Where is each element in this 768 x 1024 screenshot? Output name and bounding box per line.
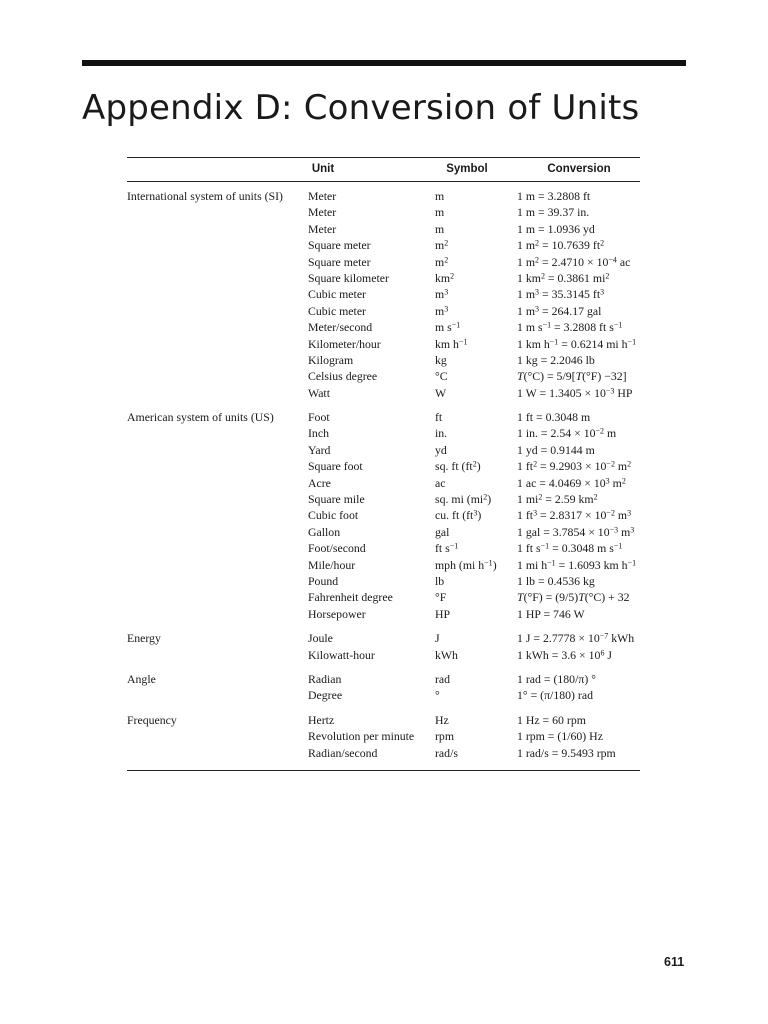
unit-cell: Cubic foot	[308, 508, 359, 523]
header-unit: Unit	[311, 163, 335, 175]
conversion-cell: 1 gal = $3.7854 \times 10^{-3}$ $m^3$	[517, 524, 635, 539]
table-row	[127, 745, 640, 761]
conversion-cell: 1 km $h^{-1} = 0.6214$ mi $h^{-1}$	[517, 336, 637, 351]
header-conversion: Conversion	[547, 163, 611, 175]
conversion-cell: 1 $mi^2 = 2.59$ $km^2$	[517, 492, 598, 507]
page-number: 611	[664, 955, 685, 969]
conversion-cell: 1 m $s^{-1} = 3.2808$ ft $s^{-1}$	[517, 320, 623, 335]
unit-cell: Foot/second	[308, 541, 366, 556]
table-header	[127, 158, 640, 181]
symbol-cell: m	[435, 189, 445, 203]
conversion-cell: 1 lb = 0.4536 kg	[517, 573, 595, 588]
unit-cell: Pound	[308, 573, 339, 588]
table-body	[127, 166, 640, 761]
category-label: Energy	[127, 631, 161, 646]
unit-cell: Yard	[308, 442, 331, 457]
table-row	[127, 319, 640, 335]
unit-cell: Square mile	[308, 492, 365, 507]
unit-cell: Horsepower	[308, 606, 366, 621]
symbol-cell: $m^2$	[435, 254, 449, 269]
symbol-cell: °C	[435, 369, 448, 384]
symbol-cell: $m^3$	[435, 303, 449, 318]
conversion-cell: 1 m = 3.2808 ft	[517, 189, 591, 203]
table-row	[127, 188, 640, 204]
table-group	[127, 630, 640, 663]
conversion-cell: 1 $m^3 = 35.3145$ $ft^3$	[517, 287, 605, 302]
unit-cell: Celsius degree	[308, 369, 378, 384]
table-row	[127, 647, 640, 663]
unit-cell: Foot	[308, 410, 330, 425]
table-row	[127, 524, 640, 540]
conversion-cell: 1 in. = $2.54 \times 10^{-2}$ m	[517, 426, 617, 441]
table-row	[127, 254, 640, 270]
table-row	[127, 425, 640, 441]
table-row	[127, 507, 640, 523]
unit-cell: Revolution per minute	[308, 729, 415, 744]
unit-cell: Kilogram	[308, 352, 354, 367]
table-row	[127, 540, 640, 556]
table-row	[127, 286, 640, 302]
conversion-cell: 1 $m^2 = 2.4710 \times 10^{-4}$ ac	[517, 254, 631, 269]
unit-cell: Joule	[308, 631, 333, 646]
conversion-cell: 1 $m^3 = 264.17$ gal	[517, 303, 602, 318]
header-symbol: Symbol	[446, 163, 488, 175]
table-row	[127, 237, 640, 253]
unit-cell: Meter	[308, 189, 337, 203]
unit-cell: Meter	[308, 205, 337, 220]
table-row	[127, 573, 640, 589]
table-row	[127, 630, 640, 646]
symbol-cell: cu. ft $(ft^3)$	[435, 508, 482, 523]
table-row	[127, 589, 640, 605]
conversion-cell: 1 $J = 2.7778 \times 10^{-7}$ kWh	[517, 631, 635, 646]
symbol-cell: °F	[435, 590, 447, 605]
unit-cell: Meter	[308, 221, 337, 236]
table-group	[127, 409, 640, 622]
unit-cell: Kilowatt-hour	[308, 647, 375, 662]
symbol-cell: yd	[435, 442, 447, 457]
conversion-cell: 1 m = 39.37 in.	[517, 205, 590, 220]
table-row	[127, 475, 640, 491]
unit-cell: Acre	[308, 475, 331, 490]
unit-cell: Gallon	[308, 524, 341, 539]
table-row	[127, 687, 640, 703]
conversion-cell: 1 Hz = 60 rpm	[517, 712, 586, 727]
unit-cell: Kilometer/hour	[308, 336, 381, 351]
symbol-cell: ft	[435, 410, 443, 425]
conversion-cell: 1 rad/s = 9.5493 rpm	[517, 745, 616, 760]
table-bottom-rule	[127, 770, 640, 771]
category-label: Angle	[127, 671, 156, 686]
category-label: American system of units (US)	[127, 410, 274, 425]
table-row	[127, 606, 640, 622]
unit-cell: Meter/second	[308, 320, 373, 335]
symbol-cell: mph (mi $h^{-1}$)	[435, 557, 497, 572]
page-title: Appendix D: Conversion of Units	[82, 88, 640, 128]
unit-cell: Radian/second	[308, 745, 378, 760]
symbol-cell: m	[435, 205, 445, 220]
unit-cell: Fahrenheit degree	[308, 590, 393, 605]
conversion-cell: 1 m = 1.0936 yd	[517, 221, 595, 236]
symbol-cell: ac	[435, 475, 446, 490]
conversion-cell: 1 $ft^3 = 2.8317 \times 10^{-2}$ $m^3$	[517, 508, 632, 523]
symbol-cell: sq. ft $(ft^2)$	[435, 459, 481, 474]
category-label: International system of units (SI)	[127, 189, 283, 203]
conversion-cell: 1 ft = 0.3048 m	[517, 410, 591, 425]
symbol-cell: rad	[435, 671, 451, 686]
category-label: Frequency	[127, 712, 177, 727]
conversion-table	[127, 157, 640, 771]
table-group	[127, 712, 640, 761]
table-row	[127, 491, 640, 507]
unit-cell: Square meter	[308, 254, 371, 269]
symbol-cell: ft $s^{-1}$	[435, 541, 459, 556]
unit-cell: Hertz	[308, 712, 335, 727]
table-row	[127, 671, 640, 687]
table-row	[127, 728, 640, 744]
top-rule	[82, 60, 686, 66]
table-row	[127, 409, 640, 425]
table-row	[127, 303, 640, 319]
conversion-cell: 1 $km^2 = 0.3861$ $mi^2$	[517, 270, 610, 285]
conversion-cell: 1° = (π/180) rad	[517, 688, 593, 703]
unit-cell: Square foot	[308, 459, 363, 474]
table-row	[127, 270, 640, 286]
symbol-cell: $m^3$	[435, 287, 449, 302]
table-row	[127, 557, 640, 573]
symbol-cell: W	[435, 385, 447, 400]
table-row	[127, 204, 640, 220]
conversion-cell: 1 yd = 0.9144 m	[517, 442, 595, 457]
symbol-cell: kg	[435, 352, 447, 367]
symbol-cell: gal	[435, 524, 450, 539]
conversion-cell: 1 ft $s^{-1} = 0.3048$ m $s^{-1}$	[517, 541, 623, 556]
symbol-cell: kWh	[435, 647, 458, 662]
unit-cell: Degree	[308, 688, 343, 703]
conversion-cell: 1 rad = (180/π) °	[517, 671, 596, 686]
table-row	[127, 352, 640, 368]
conversion-cell: T(°F) = (9/5)T(°C) + 32	[517, 590, 630, 605]
symbol-cell: $km^2$	[435, 270, 455, 285]
symbol-cell: $m^2$	[435, 238, 449, 253]
table-row	[127, 221, 640, 237]
symbol-cell: in.	[435, 426, 448, 441]
symbol-cell: J	[435, 631, 440, 646]
symbol-cell: m $s^{-1}$	[435, 320, 461, 335]
conversion-cell: 1 rpm = (1/60) Hz	[517, 729, 603, 744]
symbol-cell: HP	[435, 606, 451, 621]
symbol-cell: rad/s	[435, 745, 458, 760]
symbol-cell: m	[435, 221, 445, 236]
unit-cell: Inch	[308, 426, 329, 441]
unit-cell: Radian	[308, 671, 342, 686]
unit-cell: Square kilometer	[308, 270, 389, 285]
conversion-cell: 1 $W = 1.3405 \times 10^{-3}$ HP	[517, 385, 633, 400]
table-row	[127, 336, 640, 352]
table-row	[127, 712, 640, 728]
symbol-cell: °	[435, 688, 440, 703]
conversion-cell: 1 kWh = $3.6 \times 10^6$ J	[517, 647, 612, 662]
conversion-cell: 1 kg = 2.2046 lb	[517, 352, 595, 367]
table-group	[127, 188, 640, 401]
symbol-cell: sq. mi $(mi^2)$	[435, 492, 492, 507]
unit-cell: Watt	[308, 385, 330, 400]
symbol-cell: rpm	[435, 729, 455, 744]
conversion-cell: 1 mi $h^{-1} = 1.6093$ km $h^{-1}$	[517, 557, 637, 572]
unit-cell: Mile/hour	[308, 557, 356, 572]
table-row	[127, 442, 640, 458]
conversion-cell: 1 $m^2 = 10.7639$ $ft^2$	[517, 238, 605, 253]
table-row	[127, 368, 640, 384]
conversion-cell: T(°C) = 5/9[T(°F) −32]	[517, 369, 627, 384]
table-row	[127, 385, 640, 401]
symbol-cell: Hz	[435, 712, 449, 727]
conversion-cell: 1 $ft^2 = 9.2903 \times 10^{-2}$ $m^2$	[517, 459, 632, 474]
conversion-cell: 1 HP = 746 W	[517, 606, 585, 621]
symbol-cell: km $h^{-1}$	[435, 336, 468, 351]
symbol-cell: lb	[435, 573, 445, 588]
unit-cell: Square meter	[308, 238, 371, 253]
table-group	[127, 671, 640, 704]
table-row	[127, 458, 640, 474]
conversion-cell: 1 ac = $4.0469 \times 10^3$ $m^2$	[517, 475, 626, 490]
unit-cell: Cubic meter	[308, 287, 366, 302]
unit-cell: Cubic meter	[308, 303, 366, 318]
